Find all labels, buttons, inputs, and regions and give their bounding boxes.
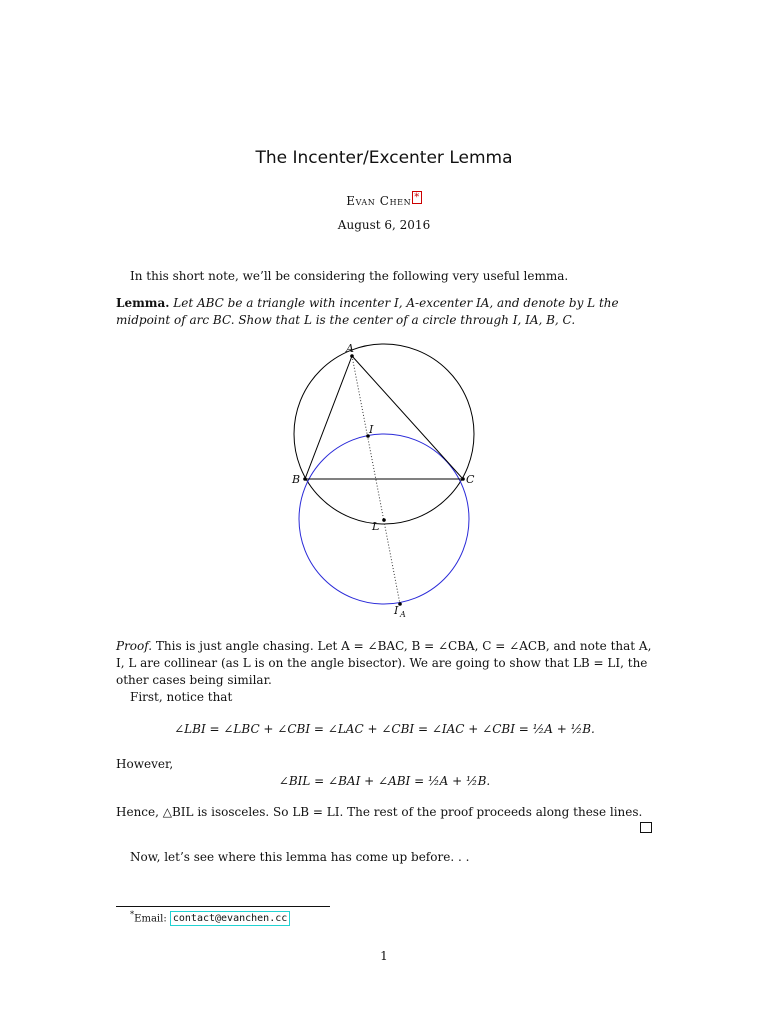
footnote-link-mark[interactable]: * — [414, 192, 420, 203]
paper-title: The Incenter/Excenter Lemma — [255, 148, 513, 168]
label-b: B — [292, 473, 301, 486]
closing-paragraph: Now, let’s see where this lemma has come up before. . . — [130, 850, 470, 864]
incenter-excenter-figure — [280, 338, 490, 624]
lemma-text: Let ABC be a triangle with incenter I, A-excenter IA, and denote by L the midpoint of arc BC. Show that L is the center of a circle through I, IA, B, C. — [116, 296, 619, 327]
equation-lbi: ∠LBI = ∠LBC + ∠CBI = ∠LAC + ∠CBI = ∠IAC + ∠CBI = ½A + ½B. — [174, 722, 595, 736]
label-a: A — [346, 342, 354, 355]
proof-label: Proof. — [116, 639, 153, 653]
footnote — [130, 909, 290, 924]
intro-paragraph: In this short note, we’ll be considering the following very useful lemma. — [130, 269, 569, 283]
proof-text: This is just angle chasing. Let A = ∠BAC, B = ∠CBA, C = ∠ACB, and note that A, I, L are collinear (as L is on the angle bisector). We are going to show that LB = LI, the other cases being similar. — [116, 639, 652, 687]
label-ia-subscript: A — [400, 610, 406, 619]
author-line — [0, 192, 768, 208]
label-i: I — [369, 423, 374, 436]
footnote-label: Email: — [134, 913, 167, 925]
lemma-label: Lemma. — [116, 296, 170, 310]
paper-date: August 6, 2016 — [337, 218, 431, 232]
label-ia: I — [394, 604, 399, 617]
page-number: 1 — [380, 949, 388, 963]
point-c — [461, 477, 465, 481]
point-ia — [398, 602, 402, 606]
proof-paragraph — [116, 638, 653, 689]
angle-bisector-dotted — [352, 356, 400, 604]
label-c: C — [466, 473, 475, 486]
triangle-abc — [305, 356, 463, 479]
footnote-mark: * — [130, 909, 135, 919]
qed-box — [640, 822, 652, 833]
point-l — [382, 518, 386, 522]
proof-first-line: First, notice that — [130, 690, 233, 704]
proof-however: However, — [116, 757, 174, 771]
email-link[interactable]: contact@evanchen.cc — [170, 911, 290, 926]
label-l: L — [372, 520, 380, 533]
point-b — [303, 477, 307, 481]
footnote-rule — [116, 906, 330, 907]
lemma-statement — [116, 295, 653, 329]
equation-bil: ∠BIL = ∠BAI + ∠ABI = ½A + ½B. — [278, 774, 491, 788]
proof-hence: Hence, △BIL is isosceles. So LB = LI. The rest of the proof proceeds along these lines. — [116, 805, 643, 819]
author-name: Evan Chen — [346, 194, 412, 208]
